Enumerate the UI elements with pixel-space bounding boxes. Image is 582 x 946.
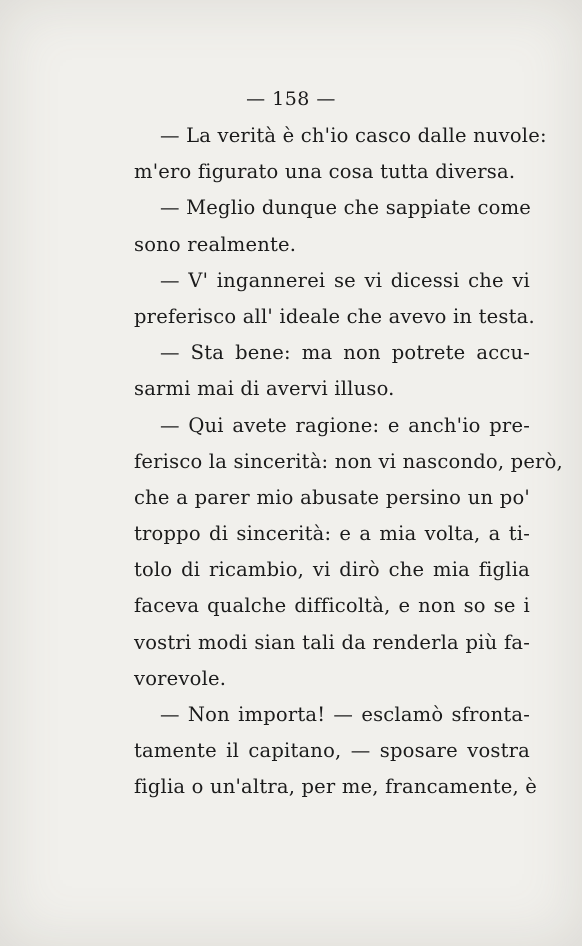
text-line: sono realmente. bbox=[134, 232, 297, 256]
body-text bbox=[134, 118, 563, 806]
text-line: preferisco all' ideale che avevo in testa. bbox=[134, 304, 535, 328]
text-line: vorevole. bbox=[134, 666, 227, 690]
text-line: — Non importa! — esclamò sfronta- bbox=[160, 703, 530, 726]
text-line: faceva qualche difficoltà, e non so se i bbox=[134, 594, 530, 618]
text-line: — Sta bene: ma non potrete accu- bbox=[160, 341, 530, 365]
text-line: — V' ingannerei se vi dicessi che vi bbox=[160, 268, 530, 292]
text-line: tamente il capitano, — sposare vostra bbox=[134, 739, 530, 763]
text-line: sarmi mai di avervi illuso. bbox=[134, 377, 395, 401]
text-line: vostri modi sian tali da renderla più fa- bbox=[134, 630, 530, 654]
text-line: m'ero figurato una cosa tutta diversa. bbox=[134, 160, 516, 184]
text-line: — La verità è ch'io casco dalle nuvole: bbox=[160, 124, 547, 147]
page-number: — 158 — bbox=[246, 88, 336, 110]
text-line: ferisco la sincerità: non vi nascondo, però, bbox=[134, 449, 563, 473]
text-line: — Meglio dunque che sappiate come bbox=[160, 196, 532, 220]
text-line: — Qui avete ragione: e anch'io pre- bbox=[160, 413, 530, 437]
text-line: che a parer mio abusate persino un po' bbox=[134, 485, 530, 509]
text-line: figlia o un'altra, per me, francamente, è bbox=[134, 775, 538, 799]
text-line: troppo di sincerità: e a mia volta, a ti- bbox=[134, 522, 530, 546]
text-line: tolo di ricambio, vi dirò che mia figlia bbox=[134, 558, 530, 582]
